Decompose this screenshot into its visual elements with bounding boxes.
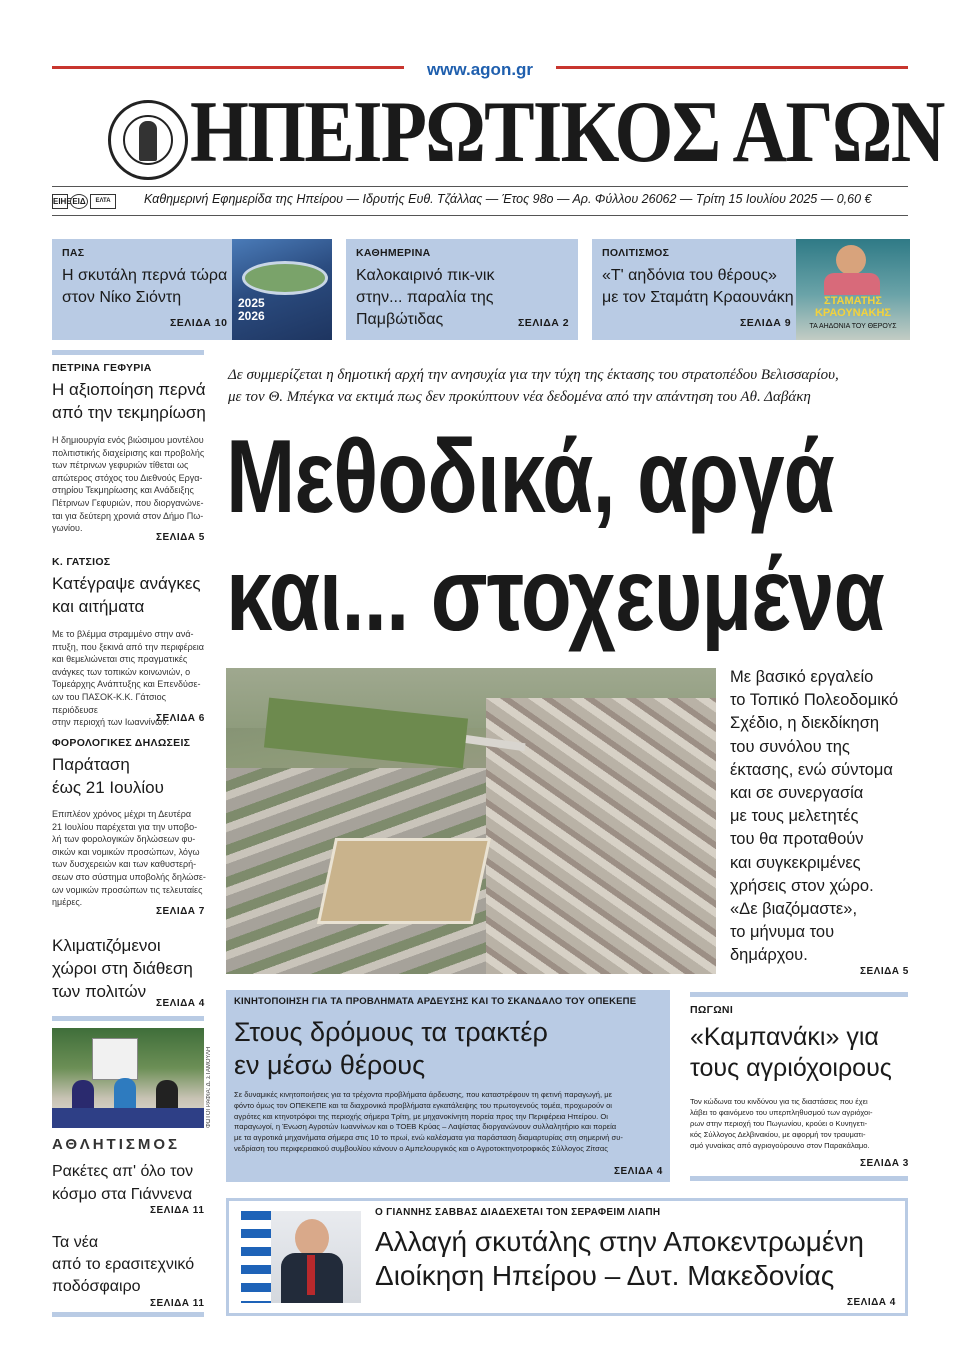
sidebar-rule-top bbox=[52, 350, 204, 355]
teaser-kathimerina[interactable] bbox=[346, 239, 578, 340]
tractors-kicker: ΚΙΝΗΤΟΠΟΙΗΣΗ ΓΙΑ ΤΑ ΠΡΟΒΛΗΜΑΤΑ ΑΡΔΕΥΣΗΣ ΚΑΙ ΤΟ ΣΚΑΝΔΑΛΟ ΤΟΥ ΟΠΕΚΕΠΕ bbox=[234, 996, 637, 1007]
sidebar-kicker: ΦΟΡΟΛΟΓΙΚΕΣ ΔΗΛΩΣΕΙΣ bbox=[52, 737, 191, 749]
pogoni-body: Τον κώδωνα του κινδύνου για τις διαστάσεις που έχει λάβει το φαινόμενο του υπερπληθυσμού των αγριόχοι- ρων στην περιοχή του Πωγωνίου, κρούει ο Κυνηγετι- κός Σύλλογος Δελβινακίου, με αφορμή τον τραυματι- σμό γυναίκας από αγριογούρουνο στον Παρακάλαμο. bbox=[690, 1097, 873, 1150]
sidebar-kicker: Κ. ΓΑΤΣΙΟΣ bbox=[52, 556, 111, 568]
main-headline[interactable]: Μεθοδικά, αργά και... στοχευμένα bbox=[226, 419, 884, 653]
stadium-photo: 2025 2026 bbox=[232, 239, 332, 340]
pogoni-headline[interactable]: «Καμπανάκι» για τους αγριόχοιρους bbox=[690, 1023, 892, 1082]
eid-logo-icon: ΕΙΔ bbox=[70, 194, 88, 209]
pogoni-rule-top bbox=[690, 992, 908, 997]
teaser-headline: «Τ' αηδόνια του θέρους» με τον Σταμάτη Κραουνάκη bbox=[602, 267, 794, 306]
sidebar-kicker: ΠΕΤΡΙΝΑ ΓΕΦΥΡΙΑ bbox=[52, 362, 152, 374]
sidebar-rule-bottom bbox=[52, 1312, 204, 1317]
pogoni-kicker: ΠΩΓΩΝΙ bbox=[690, 1004, 734, 1016]
sidebar-headline[interactable]: Κλιματιζόμενοι χώροι στη διάθεση των πολιτών bbox=[52, 936, 193, 1001]
sports-page: ΣΕΛΙΔΑ 11 bbox=[150, 1205, 205, 1216]
teaser-kicker: ΠΟΛΙΤΙΣΜΟΣ bbox=[602, 247, 670, 259]
teaser-page: ΣΕΛΙΔΑ 2 bbox=[518, 317, 570, 329]
sidebar-page: ΣΕΛΙΔΑ 4 bbox=[156, 998, 205, 1009]
sidebar-page: ΣΕΛΙΔΑ 6 bbox=[156, 713, 205, 724]
teaser-kicker: ΠΑΣ bbox=[62, 247, 85, 259]
sidebar-headline[interactable]: Κατέγραψε ανάγκες και αιτήματα bbox=[52, 574, 201, 616]
aerial-photo bbox=[226, 668, 716, 974]
teaser-kicker: ΚΑΘΗΜΕΡΙΝΑ bbox=[356, 247, 431, 259]
football-page: ΣΕΛΙΔΑ 11 bbox=[150, 1298, 205, 1309]
sidebar-body: Επιπλέον χρόνος μέχρι τη Δευτέρα 21 Ιουλίου παρέχεται για την υποβο- λή των φορολογικών δηλώσεων φυ- σικών και νομικών προσώπων, λόγω των δυσχερειών και των καθυστερή- σεων στο σύστημα υποβολής δηλώσε- ων νομικών προσώπων τις τελευταίες ημέρες. bbox=[52, 809, 206, 908]
info-bar bbox=[52, 186, 908, 216]
gianni-kicker: Ο ΓΙΑΝΝΗΣ ΣΑΒΒΑΣ ΔΙΑΔΕΧΕΤΑΙ ΤΟΝ ΣΕΡΑΦΕΙΜ ΛΙΑΠΗ bbox=[375, 1207, 661, 1218]
teaser-politismos[interactable] bbox=[592, 239, 910, 340]
sidebar-headline[interactable]: Παράταση έως 21 Ιουλίου bbox=[52, 755, 164, 797]
tractors-headline: Στους δρόμους τα τρακτέρ εν μέσω θέρους bbox=[234, 1017, 548, 1080]
sports-kicker: ΑΘΛΗΤΙΣΜΟΣ bbox=[52, 1136, 181, 1153]
main-page: ΣΕΛΙΔΑ 5 bbox=[860, 966, 909, 977]
teaser-headline: Καλοκαιρινό πικ-νικ στην... παραλία της Παμβώτιδας bbox=[356, 267, 495, 328]
sidebar-body: Η δημιουργία ενός βιώσιμου μοντέλου πολιτιστικής διαχείρισης και προβολής των πέτρινων γεφυριών τίθεται ως απώτερος στόχος του Διεθνούς Εργα- στηρίου Τεκμηρίωσης και Ανάδειξης Πέτρινων Γεφυριών, που διοργανώνε- ται για δεύτερη χρονιά στον Δήμο Πω- γωνίου. bbox=[52, 435, 205, 534]
teaser-page: ΣΕΛΙΔΑ 9 bbox=[740, 317, 792, 329]
info-line: Καθημερινή Εφημερίδα της Ηπείρου — Ιδρυτής Ευθ. Τζάλλας — Έτος 98ο — Αρ. Φύλλου 26062 — Τρίτη 15 Ιουλίου 2025 — 0,60 € bbox=[144, 192, 872, 206]
sidebar-body: Με το βλέμμα στραμμένο στην ανά- πτυξη, που ξεκινά από την περιφέρεια και θεμελιώνεται στις πραγματικές ανάγκες των τοπικών κοινωνιών, ο Τομεάρχης Ανάπτυξης και Επενδύσε- ων του ΠΑΣΟΚ-Κ.Κ. Γάτσιος περιόδευσε στην περιοχή των Ιωαννίνων. bbox=[52, 629, 204, 728]
gianni-headline: Αλλαγή σκυτάλης στην Αποκεντρωμένη Διοίκηση Ηπείρου – Δυτ. Μακεδονίας bbox=[375, 1226, 864, 1291]
kraounakis-photo: ΣΤΑΜΑΤΗΣ ΚΡΑΟΥΝΑΚΗΣ ΤΑ ΑΗΔΟΝΙΑ ΤΟΥ ΘΕΡΟΥΣ bbox=[796, 239, 910, 340]
teaser-pas[interactable] bbox=[52, 239, 332, 340]
lead-paragraph: Δε συμμερίζεται η δημοτική αρχή την ανησυχία για την τύχη της έκτασης του στρατοπέδου Βελισσαρίου, με τον Θ. Μπέγκα να εκτιμά πως δεν προκύπτουν νέα δεδομένα από την απάντηση του Αθ. Δαβάκη bbox=[228, 367, 839, 405]
main-side-text: Με βασικό εργαλείο το Τοπικό Πολεοδομικό Σχέδιο, η διεκδίκηση του συνόλου της έκτασης, ενώ σύντομα και σε συνεργασία με τους μελετητές του θα προταθούν και συγκεκριμένες χρήσεις στον χώρο. «Δε βιαζόμαστε», το μήνυμα του δημάρχου. bbox=[730, 668, 899, 965]
sidebar-rule bbox=[52, 1016, 204, 1021]
sidebar-page: ΣΕΛΙΔΑ 5 bbox=[156, 532, 205, 543]
pogoni-page: ΣΕΛΙΔΑ 3 bbox=[860, 1158, 909, 1169]
sports-photo bbox=[52, 1028, 204, 1128]
teaser-page: ΣΕΛΙΔΑ 10 bbox=[170, 317, 228, 329]
sidebar-headline[interactable]: Η αξιοποίηση περνά από την τεκμηρίωση bbox=[52, 380, 206, 422]
seal-logo-icon bbox=[108, 100, 188, 180]
site-url[interactable]: www.agon.gr bbox=[426, 60, 534, 79]
sidebar-page: ΣΕΛΙΔΑ 7 bbox=[156, 906, 205, 917]
football-headline[interactable]: Τα νέα από το ερασιτεχνικό ποδόσφαιρο bbox=[52, 1234, 195, 1295]
gianni-page: ΣΕΛΙΔΑ 4 bbox=[847, 1297, 896, 1308]
savvas-photo bbox=[241, 1211, 361, 1303]
gianni-box[interactable] bbox=[226, 1198, 908, 1316]
photo-credit: ΦΩΤΟΓΡΑΦΙΑ: Δ. ΣΤΑΜΟΥΛΗ bbox=[206, 1046, 212, 1128]
tractors-box[interactable] bbox=[226, 990, 670, 1182]
pogoni-rule-bottom bbox=[690, 1176, 908, 1181]
eihea-logo-icon: ΕΙΗΕ bbox=[52, 194, 68, 209]
sports-headline[interactable]: Ρακέτες απ' όλο τον κόσμο στα Γιάννενα bbox=[52, 1163, 194, 1203]
teaser-headline: Η σκυτάλη περνά τώρα στον Νίκο Σιόντη bbox=[62, 267, 228, 306]
tractors-body: Σε δυναμικές κινητοποιήσεις για τα τρέχοντα προβλήματα άρδευσης, που καταστρέφουν τη φετινή παραγωγή, με φόντο όμως τον ΟΠΕΚΕΠΕ και τα διαχρονικά προβλήματα εγκατάλειψης του πρωτογενούς τομέα, προχωρούν οι αγρότες και κτηνοτρόφοι της περιοχής σήμερα Τρίτη, με μηχανοκίνητη πορεία προς την Περιφέρεια Ηπείρου. Οι παραγωγοί, η Ένωση Αγροτών Ιωαννίνων και ο ΤΟΕΒ Κρύας – Λαψίστας διοργανώνουν συλλαλητήριο και πορεία με τα αγροτικά μηχανήματα σήμερα στις 10 το πρωί, ενώ καλέσματα για παράσταση διαμαρτυρίας στη σημερινή συ- νεδρίαση του περιφερειακού συμβουλίου κάνουν ο Αμπελουργικός και ο Αγροτοκτηνοτροφικός Σύλλογος Ζίτσας bbox=[234, 1090, 623, 1153]
masthead-title: ΗΠΕΙΡΩΤΙΚΟΣ ΑΓΩΝ bbox=[190, 84, 944, 181]
elta-logo-icon: ΕΛΤΑ bbox=[90, 194, 116, 209]
tractors-page: ΣΕΛΙΔΑ 4 bbox=[614, 1166, 663, 1177]
